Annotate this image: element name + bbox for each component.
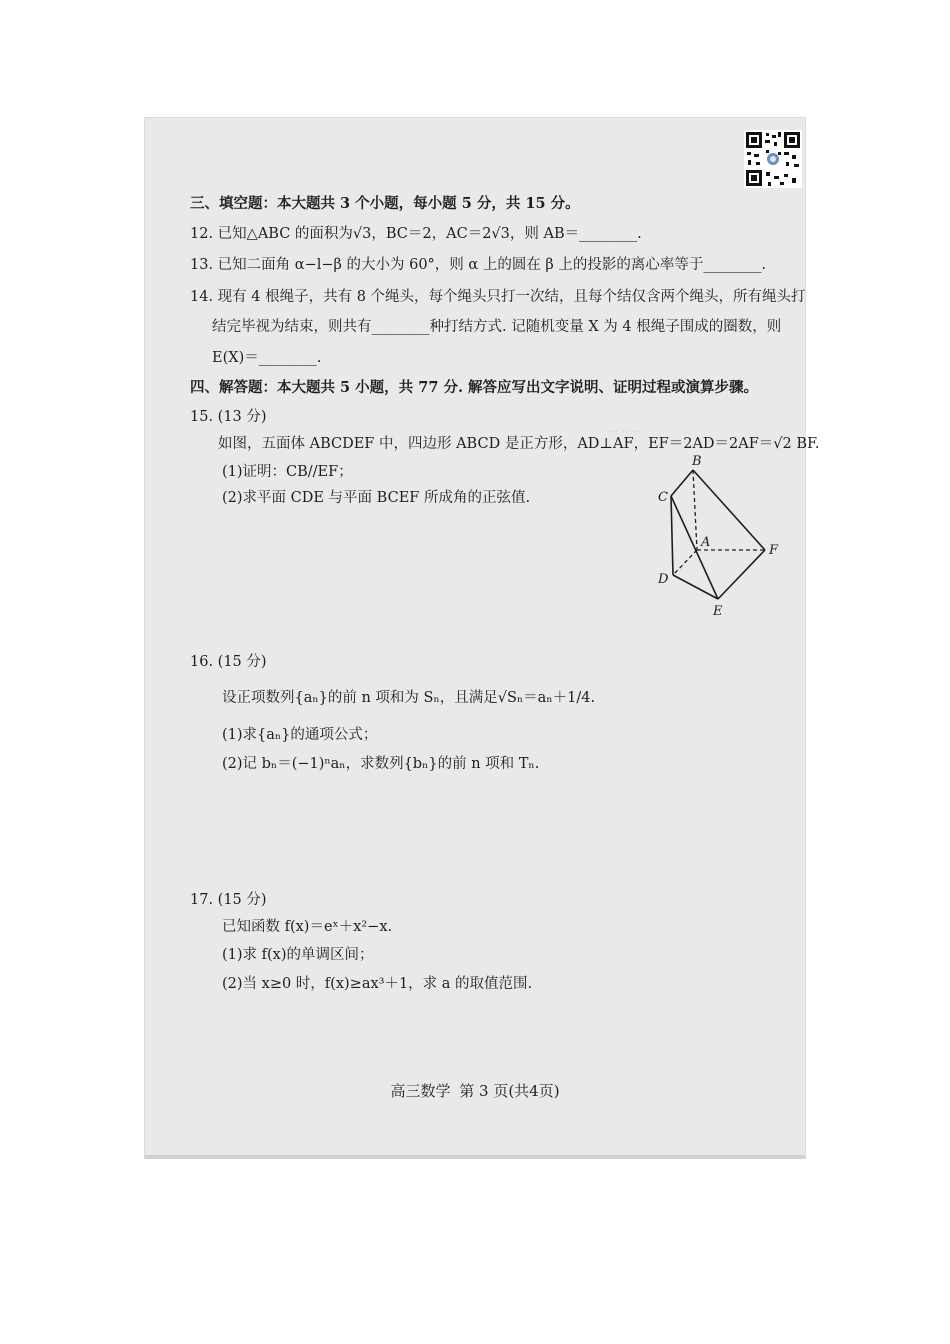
footer-subject: 高三数学 <box>390 1082 451 1100</box>
question-16-stem: 设正项数列{aₙ}的前 n 项和为 Sₙ，且满足√Sₙ＝aₙ＋1/4. <box>222 690 596 706</box>
vertex-label-d: D <box>658 572 669 587</box>
question-15-part-2: (2)求平面 CDE 与平面 BCEF 所成角的正弦值. <box>222 490 531 506</box>
question-15-stem: 如图，五面体 ABCDEF 中，四边形 ABCD 是正方形，AD⊥AF，EF＝2AD＝2AF＝√2 BF. <box>218 436 820 452</box>
qr-code-icon <box>744 130 802 188</box>
question-15-part-1: (1)证明：CB//EF； <box>222 464 353 480</box>
question-16-part-2: (2)记 bₙ＝(−1)ⁿaₙ，求数列{bₙ}的前 n 项和 Tₙ. <box>222 756 540 772</box>
question-17-part-2: (2)当 x≥0 时，f(x)≥ax³＋1，求 a 的取值范围. <box>222 976 533 992</box>
question-12: 12. 已知△ABC 的面积为√3，BC＝2，AC＝2√3，则 AB＝________. <box>190 226 642 242</box>
exam-sheet <box>145 118 805 1158</box>
vertex-label-e: E <box>713 604 723 619</box>
question-14-line-1: 14. 现有 4 根绳子，共有 8 个绳头，每个绳头只打一次结，且每个结仅含两个绳头，所有绳头打 <box>190 289 806 305</box>
page-footer <box>0 1080 950 1101</box>
vertex-label-f: F <box>769 543 779 558</box>
vertex-label-c: C <box>658 490 668 505</box>
question-16-number: 16. (15 分) <box>190 654 267 670</box>
vertex-label-a: A <box>701 535 711 550</box>
question-15-number: 15. (13 分) <box>190 409 267 425</box>
question-13: 13. 已知二面角 α−l−β 的大小为 60°，则 α 上的圆在 β 上的投影的离心率等于________. <box>190 257 767 273</box>
sheet-shadow <box>145 1155 805 1159</box>
vertex-label-b: B <box>692 454 702 469</box>
footer-page-number: 第 3 页(共4页) <box>459 1082 560 1100</box>
question-17-number: 17. (15 分) <box>190 892 267 908</box>
question-16-part-1: (1)求{aₙ}的通项公式； <box>222 727 378 743</box>
question-17-stem: 已知函数 f(x)＝eˣ＋x²−x. <box>222 919 393 935</box>
question-14-line-2: 结完毕视为结束，则共有________种打结方式. 记随机变量 X 为 4 根绳子围成的圈数，则 <box>212 319 782 335</box>
pentahedron-figure <box>655 450 795 625</box>
question-14-line-3: E(X)＝________. <box>212 350 322 366</box>
question-17-part-1: (1)求 f(x)的单调区间； <box>222 947 374 963</box>
section-3-header: 三、填空题：本大题共 3 个小题，每小题 5 分，共 15 分。 <box>190 195 580 212</box>
section-4-header: 四、解答题：本大题共 5 小题，共 77 分. 解答应写出文字说明、证明过程或演算步骤。 <box>190 379 759 396</box>
bleed-through: ·· ·· ·· <box>610 425 641 439</box>
